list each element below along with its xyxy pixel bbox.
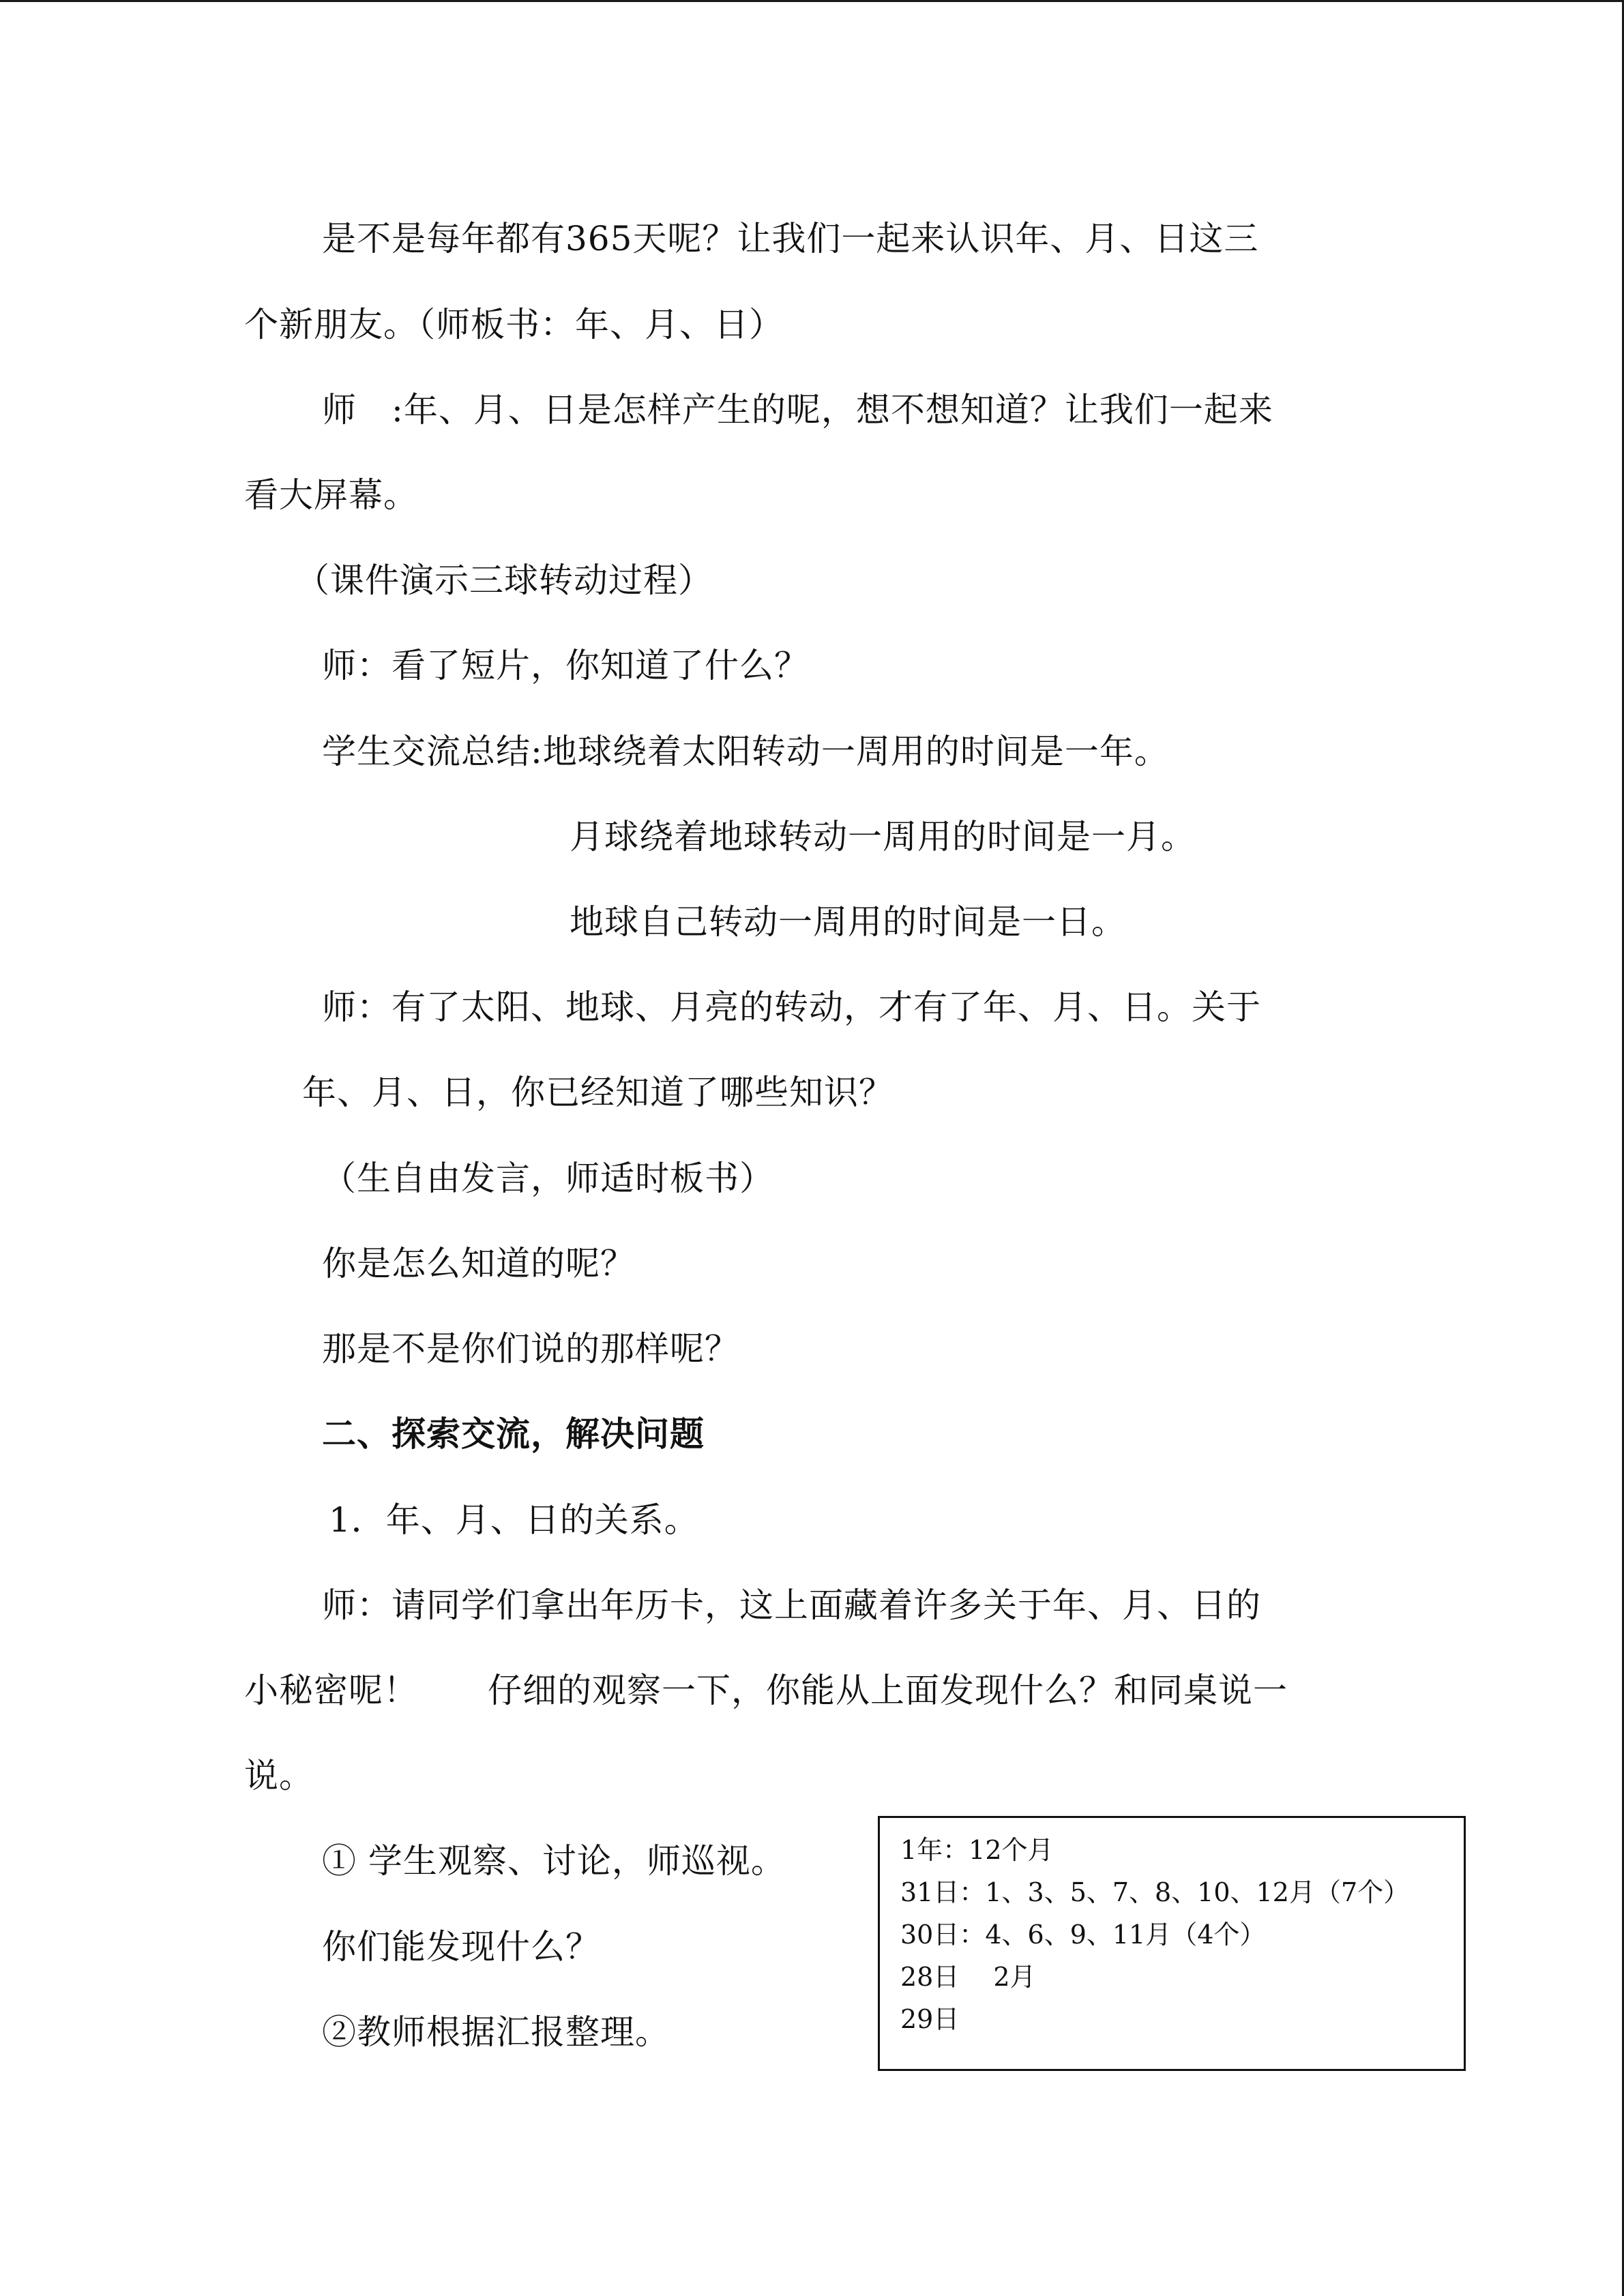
- paragraph-line: 师：有了太阳、地球、月亮的转动，才有了年、月、日。关于: [322, 987, 1261, 1027]
- paragraph-line: 个新朋友。（师板书：年、月、日）: [244, 305, 784, 344]
- paragraph-line: 月球绕着地球转动一周用的时间是一月。: [570, 817, 1196, 856]
- paragraph-line: 说。: [244, 1756, 314, 1795]
- summary-line: 30日：4、6、9、11月（4个）: [900, 1920, 1266, 1950]
- paragraph-line: ②教师根据汇报整理。: [322, 2012, 670, 2052]
- paragraph-line: 师 :年、月、日是怎样产生的呢，想不想知道？让我们一起来: [322, 390, 1273, 430]
- paragraph-line: 年、月、日，你已经知道了哪些知识？: [302, 1073, 894, 1112]
- section-heading: 二、探索交流，解决问题: [322, 1414, 705, 1454]
- paragraph-line: （课件演示三球转动过程）: [295, 561, 713, 600]
- summary-line: 28日 2月: [900, 1962, 1036, 1992]
- paragraph-line: 师：请同学们拿出年历卡，这上面藏着许多关于年、月、日的: [322, 1585, 1261, 1625]
- paragraph-line: 你们能发现什么？: [322, 1927, 600, 1967]
- summary-box: [878, 1816, 1466, 2071]
- paragraph-line: 师：看了短片，你知道了什么？: [322, 646, 809, 685]
- page-top-border: [0, 0, 1624, 2]
- paragraph-line: 小秘密呢！ 仔细的观察一下，你能从上面发现什么？和同桌说一: [244, 1671, 1288, 1710]
- summary-line: 31日：1、3、5、7、8、10、12月（7个）: [900, 1877, 1410, 1907]
- paragraph-line: 你是怎么知道的呢？: [322, 1244, 635, 1283]
- paragraph-line: 看大屏幕。: [244, 475, 418, 515]
- paragraph-line: 地球自己转动一周用的时间是一日。: [570, 902, 1126, 942]
- summary-line: 29日: [900, 2004, 960, 2034]
- subsection-heading: 1．年、月、日的关系。: [329, 1500, 699, 1540]
- paragraph-line: （生自由发言，师适时板书）: [322, 1159, 774, 1198]
- paragraph-line: 那是不是你们说的那样呢？: [322, 1329, 739, 1369]
- summary-line: 1年：12个月: [900, 1835, 1054, 1865]
- paragraph-line: ① 学生观察、讨论，师巡视。: [322, 1841, 786, 1881]
- paragraph-line: 学生交流总结:地球绕着太阳转动一周用的时间是一年。: [322, 732, 1169, 771]
- paragraph-line: 是不是每年都有365天呢？让我们一起来认识年、月、日这三: [322, 219, 1259, 258]
